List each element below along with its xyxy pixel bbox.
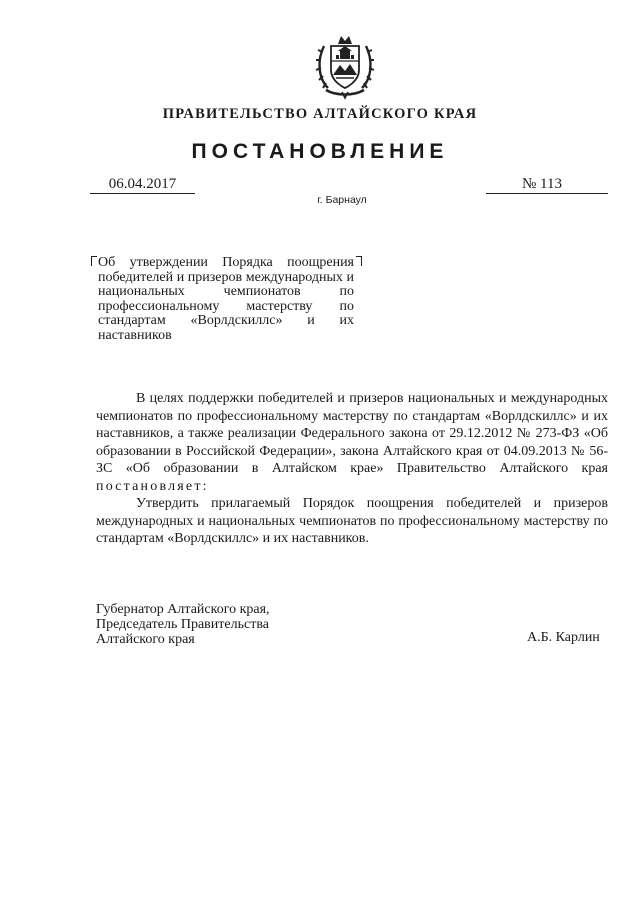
body-paragraph-2: Утвердить прилагаемый Порядок поощрения победителей и призеров международных и национальных чемпионатов по профессиональному мастерству по стандартам «Ворлдскиллс» и их наставников.: [96, 496, 608, 546]
signature-line-2: Председатель Правительства: [96, 617, 269, 632]
document-date-value: 06.04.2017: [108, 176, 177, 192]
document-type-title: ПОСТАНОВЛЕНИЕ: [191, 140, 449, 163]
government-title: ПРАВИТЕЛЬСТВО АЛТАЙСКОГО КРАЯ: [162, 106, 478, 122]
body-paragraph-1: В целях поддержки победителей и призеров национальных и международных чемпионатов по профессиональному мастерству по стандартам «Ворлдскиллс» и их наставников, а также реализации Федерального закона от 29.12.2012 № 273-ФЗ «Об образовании в Российской Федерации», закона Алтайского края от 04.09.2013 № 56-ЗС «Об образовании в Алтайском крае» Правительство Алтайского края постановляет:: [96, 391, 608, 494]
signatory-name: А.Б. Карлин: [527, 630, 600, 645]
decree-word: постановляет: [96, 478, 203, 494]
document-date: [90, 175, 195, 194]
document-number-value: № 113: [522, 176, 563, 192]
subject-text: Об утверждении Порядка поощрения победителей и призеров международных и национальных чемпионатов по профессиональному мастерству по стандартам «Ворлдскиллс» и их наставников: [98, 255, 354, 343]
emblem-icon: [314, 30, 376, 100]
subject-bracket-left: [91, 256, 97, 266]
signature-line-1: Губернатор Алтайского края,: [96, 602, 270, 617]
subject-bracket-right: [356, 256, 362, 266]
subject-block: [98, 256, 354, 343]
document-number: [486, 175, 608, 194]
signature-line-3: Алтайского края: [96, 632, 195, 647]
body-paragraph-1-text: В целях поддержки победителей и призеров национальных и международных чемпионатов по профессиональному мастерству по стандартам «Ворлдскиллс» и их наставников, а также реализации Федерального закона от 29.12.2012 № 273-ФЗ «Об образовании в Российской Федерации», закона Алтайского края от 04.09.2013 № 56-ЗС «Об образовании в Алтайском крае»: [96, 391, 608, 476]
body-paragraph-1-tail: Правительство Алтайского края: [396, 461, 608, 476]
coat-of-arms-emblem: [314, 30, 376, 100]
decree-body: [96, 390, 608, 548]
signature-position: [96, 602, 270, 647]
city-label: г. Барнаул: [317, 194, 367, 206]
